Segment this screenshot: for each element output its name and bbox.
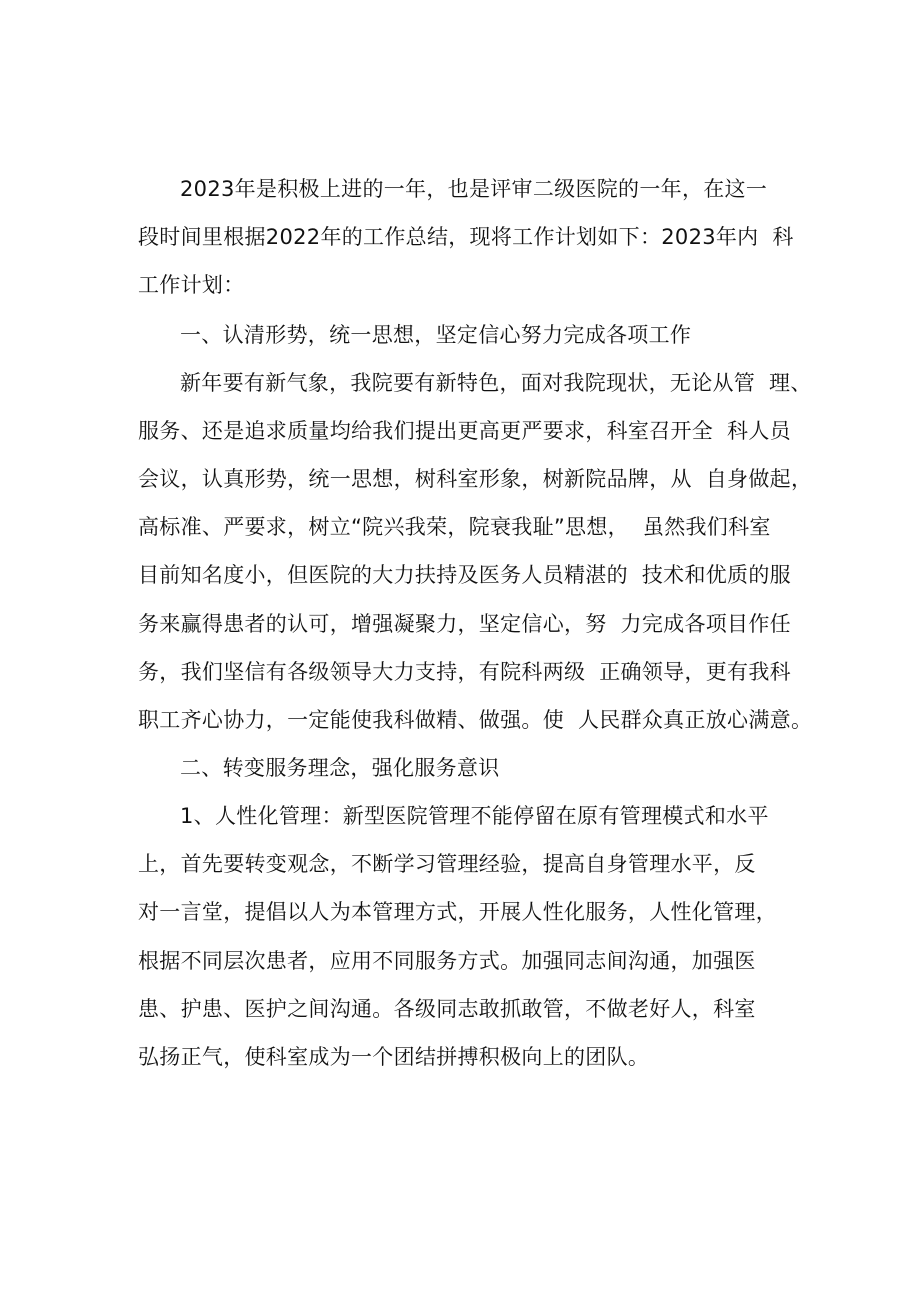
section-heading-1: 一、认清形势，统一思想，坚定信心努力完成各项工作 (180, 323, 692, 347)
paragraph-2-line-1: 1、人性化管理：新型医院管理不能停留在原有管理模式和水平 (180, 804, 769, 828)
paragraph-intro-line-3: 工作计划： (138, 273, 245, 297)
paragraph-2-line-6: 弘扬正气，使科室成为一个团结拼搏积极向上的团队。 (138, 1045, 650, 1069)
paragraph-1-line-7: 务，我们坚信有各级领导大力支持，有院科两级 正确领导，更有我科 (138, 660, 791, 684)
paragraph-intro-line-1: 2023年是积极上进的一年，也是评审二级医院的一年，在这一 (180, 177, 768, 201)
paragraph-1-line-2: 服务、还是追求质量均给我们提出更高更严要求，科室召开全 科人员 (138, 419, 791, 443)
paragraph-2-line-4: 根据不同层次患者，应用不同服务方式。加强同志间沟通，加强医 (138, 949, 756, 973)
paragraph-1-line-8: 职工齐心协力，一定能使我科做精、做强。使 人民群众真正放心满意。 (138, 708, 813, 732)
paragraph-2-line-2: 上，首先要转变观念，不断学习管理经验，提高自身管理水平，反 (138, 852, 756, 876)
paragraph-2-line-3: 对一言堂，提倡以人为本管理方式，开展人性化服务，人性化管理， (138, 900, 777, 924)
paragraph-intro-line-2: 段时间里根据2022年的工作总结，现将工作计划如下：2023年内 科 (138, 225, 794, 249)
paragraph-1-line-1: 新年要有新气象，我院要有新特色，面对我院现状，无论从管 理、 (180, 371, 812, 395)
paragraph-1-line-3: 会议，认真形势，统一思想，树科室形象，树新院品牌，从 自身做起， (138, 467, 813, 491)
paragraph-1-line-4: 高标准、严要求，树立“院兴我荣，院衰我耻”思想， 虽然我们科室 (138, 515, 771, 539)
paragraph-1-line-5: 目前知名度小，但医院的大力扶持及医务人员精湛的 技术和优质的服 (138, 563, 791, 587)
paragraph-1-line-6: 务来赢得患者的认可，增强凝聚力，坚定信心，努 力完成各项目作任 (138, 612, 791, 636)
paragraph-2-line-5: 患、护患、医护之间沟通。各级同志敢抓敢管，不做老好人，科室 (138, 997, 756, 1021)
section-heading-2: 二、转变服务理念，强化服务意识 (180, 756, 500, 780)
